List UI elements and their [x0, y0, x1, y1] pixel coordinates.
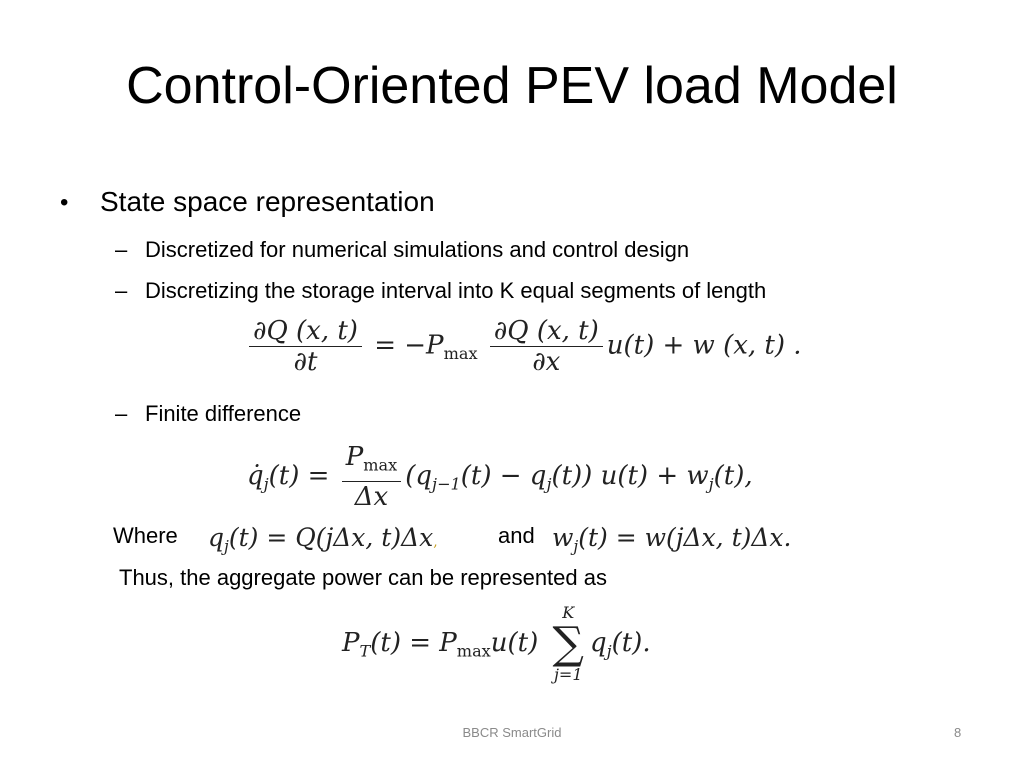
equation-finite-difference [247, 442, 753, 512]
sub-bullet-text: Finite difference [145, 401, 302, 426]
equation-w-definition [552, 523, 791, 555]
equation-operator: (t) = P [370, 628, 457, 658]
sum-lower-limit: j=1 [553, 665, 583, 684]
q-symbol: q [208, 523, 225, 552]
thus-text: Thus, the aggregate power can be represented as [119, 565, 607, 590]
fraction-lhs [249, 316, 362, 377]
equation-tail: (t). [611, 628, 651, 658]
equation-q-definition [208, 523, 438, 555]
sub-bullet-discretizing [115, 278, 767, 304]
q-term: (q [405, 460, 432, 491]
subscript: j [708, 474, 714, 494]
q-term: (t) − q [460, 460, 547, 491]
dash-icon: – [115, 278, 128, 303]
subscript: j [606, 641, 612, 661]
dash-icon: – [115, 401, 128, 426]
sub-bullet-discretized [115, 237, 690, 263]
w-symbol: w [552, 523, 574, 552]
equation-aggregate-power [342, 604, 651, 684]
fraction-rhs [490, 316, 603, 377]
where-label: Where [113, 523, 178, 548]
subscript: max [363, 455, 398, 475]
subscript: j [546, 474, 552, 494]
bullet-icon: • [60, 189, 69, 216]
equation-rest: (t) = Q(jΔx, t)Δx [228, 523, 434, 552]
fraction-numerator [342, 442, 401, 482]
slide-title: Control-Oriented PEV load Model [126, 57, 898, 115]
equation-rest: (t) = w(jΔx, t)Δx. [578, 523, 792, 552]
fraction-denominator: ∂x [532, 347, 561, 377]
punctuation: , [433, 534, 438, 550]
subscript: j [573, 537, 579, 556]
sigma-icon: ∑ [552, 618, 584, 669]
fraction-denominator: Δx [354, 481, 389, 512]
sub-bullet-finite-difference [115, 401, 302, 427]
equation-tail: u(t) + w (x, t) . [606, 330, 802, 361]
footer-text: BBCR SmartGrid [462, 725, 562, 740]
u-term: u(t) [490, 628, 539, 658]
summation [553, 604, 584, 684]
dash-icon: – [115, 237, 128, 262]
bullet-state-space [60, 186, 435, 218]
sum-upper-limit: K [562, 603, 575, 622]
q-symbol: q [589, 628, 607, 658]
p-symbol: P [345, 442, 364, 472]
bullet-text: State space representation [100, 186, 435, 217]
subscript: T [359, 641, 371, 661]
subscript: j [224, 537, 229, 556]
equation-pde [245, 316, 802, 377]
p-symbol: P [342, 628, 360, 658]
q-dot: q̇ [247, 460, 264, 491]
subscript: j [263, 474, 269, 494]
subscript: max [443, 344, 478, 364]
equation-operator: (t) = [268, 460, 330, 491]
equation-tail: (t)) u(t) + w [551, 460, 709, 491]
equation-operator: = −P [374, 330, 444, 361]
and-label: and [498, 523, 535, 548]
fraction-numerator: ∂Q (x, t) [490, 316, 603, 347]
subscript: j−1 [431, 474, 461, 494]
equation-tail: (t), [713, 460, 753, 491]
sub-bullet-text: Discretizing the storage interval into K equal segments of length [145, 278, 767, 303]
fraction-pmax-dx [342, 442, 401, 512]
fraction-numerator: ∂Q (x, t) [249, 316, 362, 347]
page-number: 8 [954, 725, 962, 740]
subscript: max [456, 641, 491, 661]
sub-bullet-text: Discretized for numerical simulations and control design [145, 237, 690, 262]
fraction-denominator: ∂t [293, 347, 318, 377]
